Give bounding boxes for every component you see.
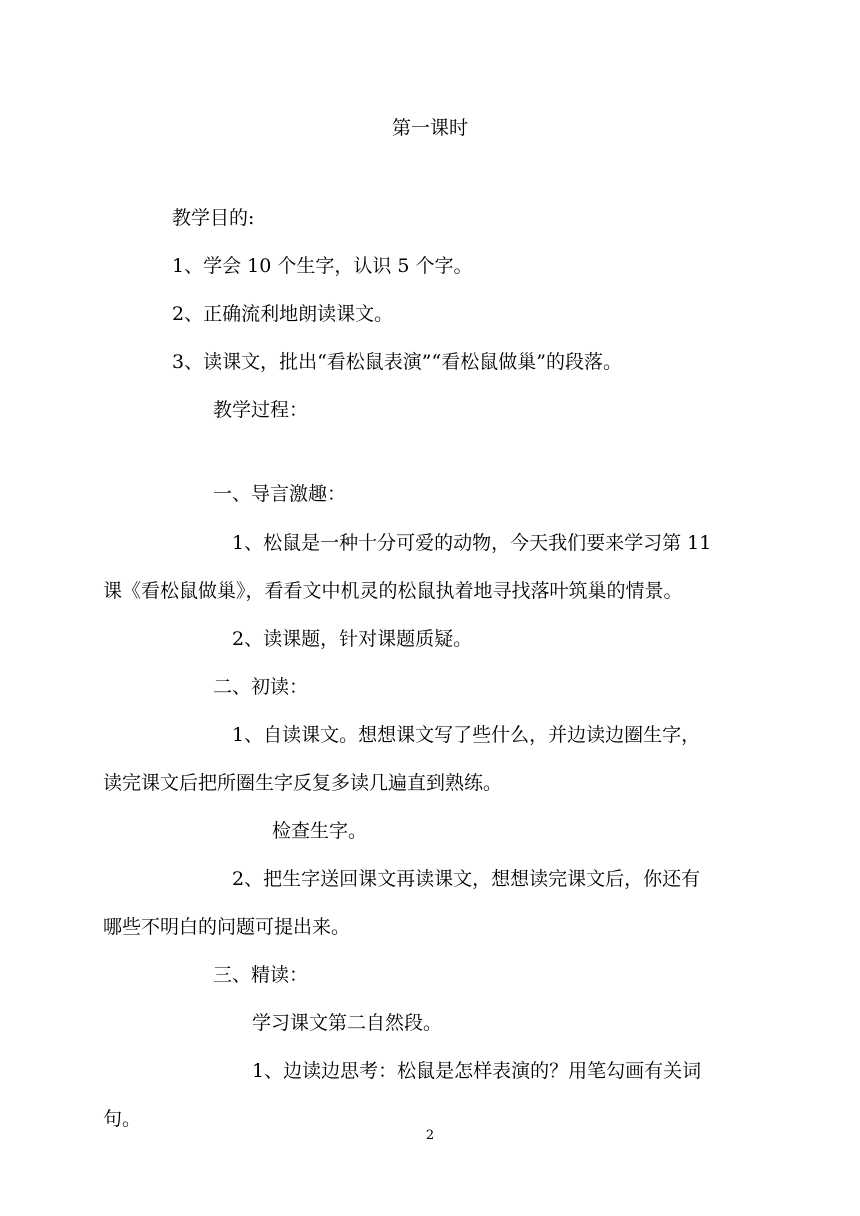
section-2-check: 检查生字。 [272, 820, 368, 842]
section-3-sub: 学习课文第二自然段。 [252, 1012, 443, 1034]
section-2-heading: 二、初读： [213, 676, 309, 698]
process-heading: 教学过程： [213, 399, 309, 421]
page-title: 第一课时 [391, 117, 468, 139]
goal-item-2: 2、正确流利地朗读课文。 [172, 303, 394, 325]
goal-item-3: 3、读课文，批出“看松鼠表演”“看松鼠做巢”的段落。 [172, 351, 622, 373]
section-1-item-2: 2、读课题，针对课题质疑。 [232, 628, 473, 650]
page-number: 2 [425, 1128, 435, 1143]
goal-item-1: 1、学会 10 个生字，认识 5 个字。 [172, 255, 473, 277]
section-2-item-2-line-1: 2、把生字送回课文再读课文，想想读完课文后，你还有 [232, 868, 701, 890]
section-3-heading: 三、精读： [213, 964, 309, 986]
section-2-item-1-line-2: 读完课文后把所圈生字反复多读几遍直到熟练。 [103, 772, 503, 794]
section-2-item-1-line-1: 1、自读课文。想想课文写了些什么，并边读边圈生字， [232, 724, 701, 746]
section-1-heading: 一、导言激趣： [213, 483, 347, 505]
goals-heading: 教学目的: [172, 207, 255, 229]
section-3-item-1-line-2: 句。 [103, 1108, 142, 1130]
section-1-item-1-line-2: 课《看松鼠做巢》，看看文中机灵的松鼠执着地寻找落叶筑巢的情景。 [103, 580, 683, 602]
section-2-item-2-line-2: 哪些不明白的问题可提出来。 [103, 916, 351, 938]
section-3-item-1-line-1: 1、边读边思考：松鼠是怎样表演的？用笔勾画有关词 [252, 1060, 702, 1082]
section-1-item-1-line-1: 1、松鼠是一种十分可爱的动物，今天我们要来学习第 11 [232, 532, 712, 554]
